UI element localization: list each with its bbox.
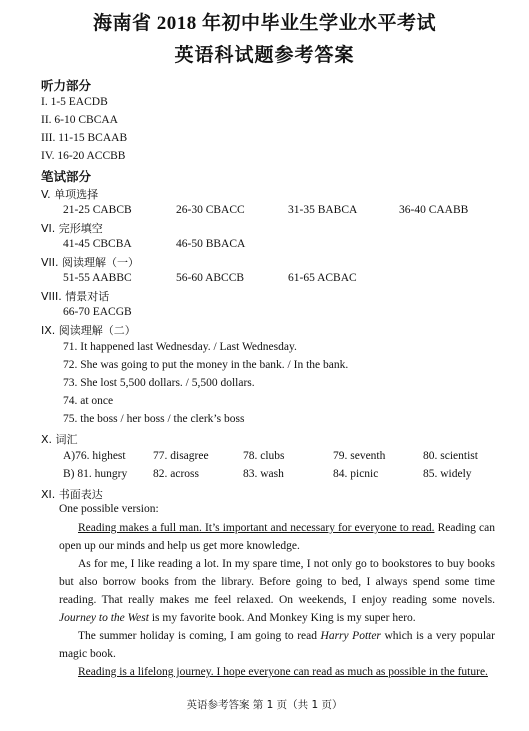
section-v-label: V. 单项选择 bbox=[41, 188, 99, 201]
listening-header: 听力部分 bbox=[41, 78, 92, 93]
essay-paragraph-3: The summer holiday is coming, I am going to read Harry Potter which is a very popular magic book. bbox=[59, 630, 495, 660]
vocab-a-item: 78. clubs bbox=[243, 450, 285, 462]
section-viii-item: 66-70 EACGB bbox=[63, 306, 132, 318]
essay-paragraph-4 bbox=[59, 663, 495, 681]
listening-line-2: II. 6-10 CBCAA bbox=[41, 114, 118, 126]
vocab-b-item: B) 81. hungry bbox=[63, 468, 128, 480]
section-xi-label: XI. 书面表达 bbox=[41, 488, 103, 501]
section-x-label: X. 词汇 bbox=[41, 433, 78, 446]
section-v-item: 26-30 CBACC bbox=[176, 204, 245, 216]
section-ix-answer: 75. the boss / her boss / the clerk’s boss bbox=[63, 413, 245, 425]
vocab-b-item: 84. picnic bbox=[333, 468, 379, 480]
section-vii-label: VII. 阅读理解（一） bbox=[41, 256, 140, 269]
section-viii-label: VIII. 情景对话 bbox=[41, 290, 110, 303]
listening-line-3: III. 11-15 BCAAB bbox=[41, 132, 128, 144]
listening-line-1: I. 1-5 EACDB bbox=[41, 96, 108, 108]
answer-key-subtitle: 英语科试题参考答案 bbox=[174, 45, 355, 66]
section-vii-item: 51-55 AABBC bbox=[63, 272, 132, 284]
written-header: 笔试部分 bbox=[41, 169, 92, 184]
essay-closing-sentence: Reading is a lifelong journey. I hope everyone can read as much as possible in the future. bbox=[78, 666, 488, 678]
vocab-b-item: 85. widely bbox=[423, 468, 472, 480]
vocab-b-item: 82. across bbox=[153, 468, 199, 480]
essay-topic-sentence: Reading makes a full man. It’s important and necessary for everyone to read. bbox=[78, 522, 435, 534]
book-title: Harry Potter bbox=[320, 630, 381, 642]
vocab-a-item: A)76. highest bbox=[63, 450, 126, 462]
exam-title: 海南省 2018 年初中毕业生学业水平考试 bbox=[92, 13, 436, 34]
vocab-b-item: 83. wash bbox=[243, 468, 284, 480]
listening-line-4: IV. 16-20 ACCBB bbox=[41, 150, 126, 162]
section-v-item: 31-35 BABCA bbox=[288, 204, 358, 216]
vocab-a-item: 80. scientist bbox=[423, 450, 478, 462]
section-v-item: 21-25 CABCB bbox=[63, 204, 132, 216]
essay-paragraph-2: As for me, I like reading a lot. In my spare time, I not only go to bookstores to buy books but also borrow books from the library. Before going to bed, I always spend some time reading. That really makes me feel relaxed. On weekends, I enjoy reading some novels. Journey to the West is my favorite book. And Monkey King is my super hero. bbox=[59, 558, 495, 624]
essay-paragraph-1: Reading makes a full man. It’s important and necessary for everyone to read. Reading can open up our minds and help us get more knowledge. bbox=[59, 522, 495, 552]
book-title: Journey to the West bbox=[59, 612, 149, 624]
section-vii-item: 61-65 ACBAC bbox=[288, 272, 357, 284]
page-footer: 英语参考答案 第 1 页（共 1 页） bbox=[186, 699, 343, 711]
section-ix-answer: 72. She was going to put the money in the bank. / In the bank. bbox=[63, 359, 349, 371]
section-ix-answer: 71. It happened last Wednesday. / Last Wednesday. bbox=[63, 341, 297, 353]
essay-intro: One possible version: bbox=[59, 503, 159, 515]
vocab-a-item: 77. disagree bbox=[153, 450, 209, 462]
section-ix-answer: 73. She lost 5,500 dollars. / 5,500 dollars. bbox=[63, 377, 255, 389]
section-ix-label: IX. 阅读理解（二） bbox=[41, 324, 136, 337]
section-ix-answer: 74. at once bbox=[63, 395, 114, 407]
section-vi-label: VI. 完形填空 bbox=[41, 222, 103, 235]
section-vi-item: 41-45 CBCBA bbox=[63, 238, 132, 250]
vocab-a-item: 79. seventh bbox=[333, 450, 386, 462]
section-vi-item: 46-50 BBACA bbox=[176, 238, 246, 250]
section-vii-item: 56-60 ABCCB bbox=[176, 272, 245, 284]
section-v-item: 36-40 CAABB bbox=[399, 204, 469, 216]
